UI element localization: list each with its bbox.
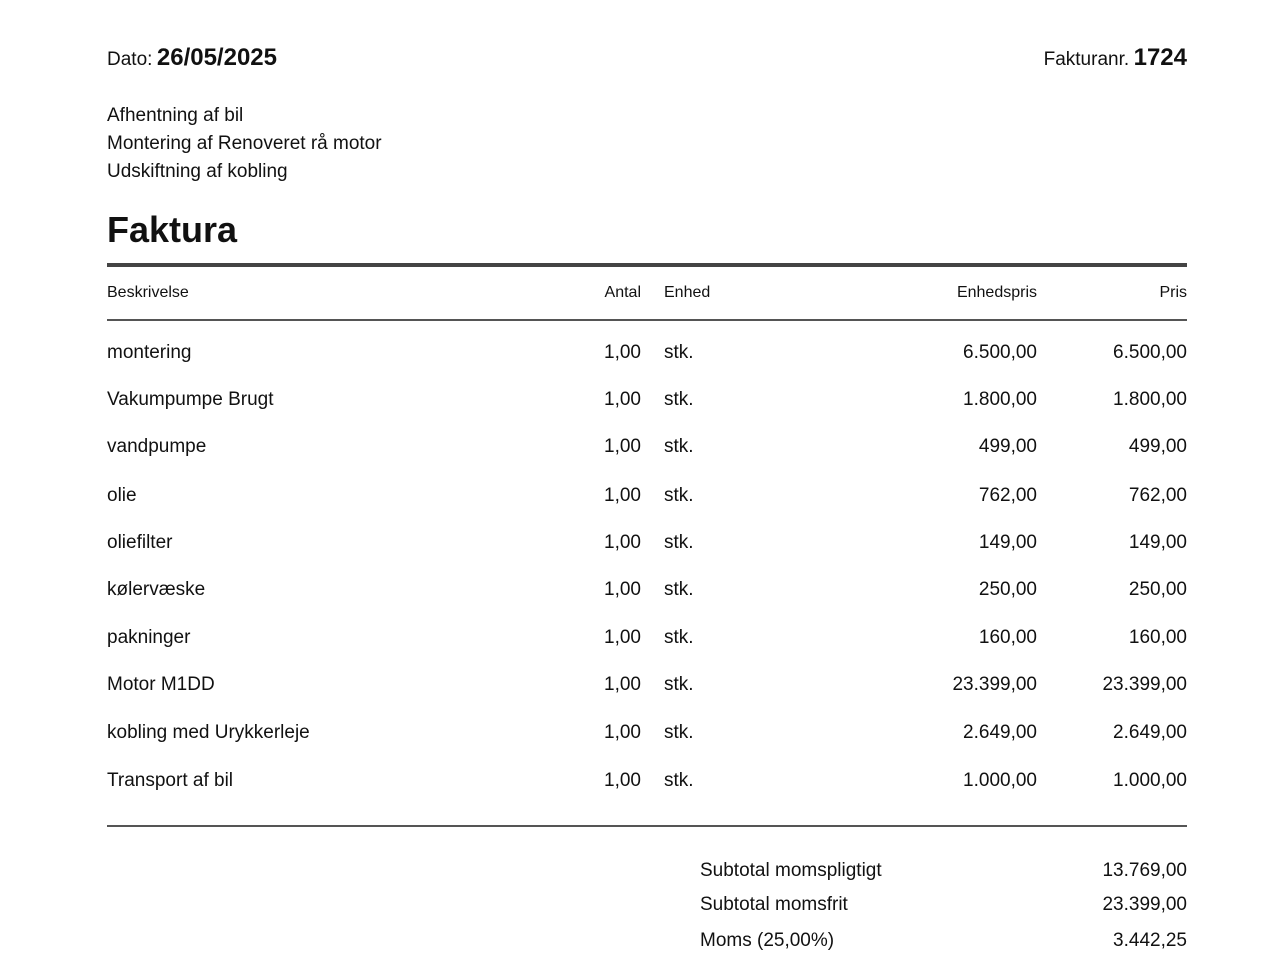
item-unit-price: 499,00 [978,436,1037,457]
table-row [107,624,1187,652]
item-unit: stk. [664,436,694,457]
table-header-divider [107,319,1187,321]
item-price: 6.500,00 [1113,342,1187,363]
item-quantity: 1,00 [604,627,641,648]
item-quantity: 1,00 [604,389,641,410]
table-row [107,767,1187,795]
item-quantity: 1,00 [604,579,641,600]
item-price: 2.649,00 [1113,722,1187,743]
item-description: oliefilter [107,532,173,553]
item-price: 499,00 [1128,436,1187,457]
invoice-number [1044,44,1187,72]
subtotal-exempt-label: Subtotal momsfrit [700,894,848,915]
item-description: montering [107,342,192,363]
item-price: 250,00 [1128,579,1187,600]
column-header-unit: Enhed [664,284,711,301]
column-header-unit-price: Enhedspris [956,284,1037,301]
invoice-page [107,0,1187,960]
item-unit-price: 250,00 [978,579,1037,600]
item-description: olie [107,485,137,506]
item-description: Vakumpumpe Brugt [107,389,274,410]
item-unit: stk. [664,627,694,648]
table-row [107,339,1187,367]
item-description: kølervæske [107,579,206,600]
item-description: Motor M1DD [107,674,215,695]
invoice-header [107,44,1187,78]
table-row [107,529,1187,557]
item-unit: stk. [664,389,694,410]
table-header [107,279,1187,307]
item-unit: stk. [664,342,694,363]
item-unit: stk. [664,579,694,600]
item-unit-price: 1.000,00 [963,770,1037,791]
item-quantity: 1,00 [604,342,641,363]
item-unit-price: 160,00 [978,627,1037,648]
item-quantity: 1,00 [604,770,641,791]
item-price: 1.000,00 [1113,770,1187,791]
table-row [107,671,1187,699]
column-header-description: Beskrivelse [107,284,189,301]
item-unit: stk. [664,770,694,791]
table-row [107,482,1187,510]
date-value: 26/05/2025 [156,44,277,71]
item-price: 160,00 [1128,627,1187,648]
item-unit-price: 149,00 [978,532,1037,553]
subtotal-taxable-label: Subtotal momspligtigt [700,860,882,881]
item-quantity: 1,00 [604,436,641,457]
totals-row [107,927,1187,955]
item-quantity: 1,00 [604,674,641,695]
invoice-date [107,44,277,72]
item-price: 149,00 [1128,532,1187,553]
table-row [107,576,1187,604]
item-unit: stk. [664,674,694,695]
table-footer-divider [107,825,1187,827]
item-unit-price: 2.649,00 [963,722,1037,743]
title-divider [107,263,1187,267]
item-unit: stk. [664,485,694,506]
item-description: Transport af bil [107,770,234,791]
totals-row [107,891,1187,919]
invoice-number-label: Fakturanr. [1043,49,1130,70]
table-row [107,719,1187,747]
table-row [107,433,1187,461]
item-price: 1.800,00 [1113,389,1187,410]
column-header-price: Pris [1159,284,1187,301]
page-title: Faktura [107,209,238,250]
item-unit: stk. [664,722,694,743]
item-description: kobling med Urykkerleje [107,722,310,743]
note-line: Montering af Renoveret rå motor [107,133,382,154]
item-unit-price: 23.399,00 [952,674,1037,695]
item-quantity: 1,00 [604,722,641,743]
item-quantity: 1,00 [604,485,641,506]
date-label: Dato: [107,49,153,70]
item-price: 762,00 [1128,485,1187,506]
item-description: pakninger [107,627,191,648]
invoice-notes [107,102,382,186]
subtotal-exempt-value: 23.399,00 [1102,894,1187,915]
invoice-number-value: 1724 [1133,44,1187,71]
note-line: Afhentning af bil [107,105,244,126]
item-price: 23.399,00 [1102,674,1187,695]
column-header-quantity: Antal [604,284,641,301]
vat-value: 3.442,25 [1113,930,1187,951]
item-unit-price: 6.500,00 [963,342,1037,363]
vat-label: Moms (25,00%) [700,930,835,951]
totals-row [107,857,1187,885]
item-unit: stk. [664,532,694,553]
item-description: vandpumpe [107,436,207,457]
note-line: Udskiftning af kobling [107,161,288,182]
subtotal-taxable-value: 13.769,00 [1102,860,1187,881]
item-quantity: 1,00 [604,532,641,553]
table-row [107,386,1187,414]
item-unit-price: 762,00 [978,485,1037,506]
item-unit-price: 1.800,00 [963,389,1037,410]
